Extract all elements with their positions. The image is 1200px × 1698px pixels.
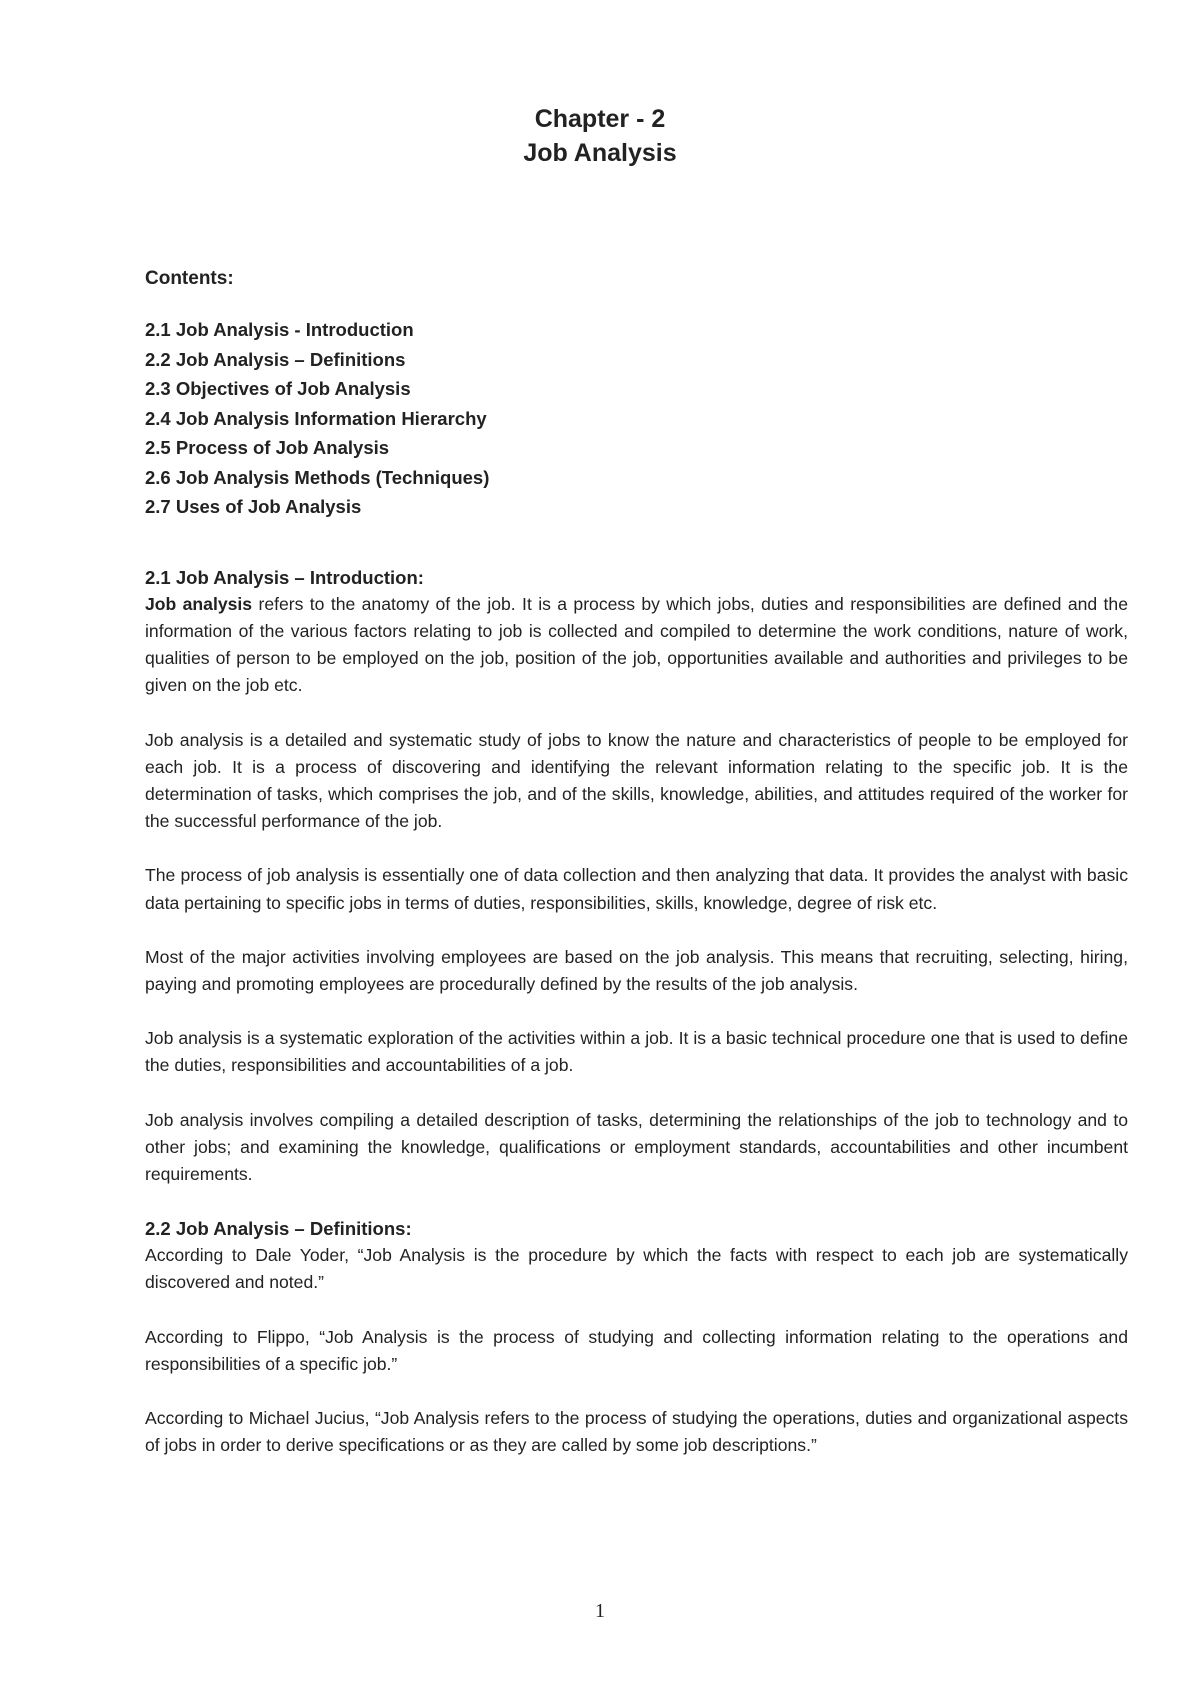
- chapter-name: Job Analysis: [523, 139, 677, 167]
- toc-item: 2.5 Process of Job Analysis: [145, 437, 390, 459]
- paragraph: The process of job analysis is essentially one of data collection and then analyzing that data. It provides the analyst with basic data pertaining to specific jobs in terms of duties, responsibilities, skills, knowledge, degree of risk etc.: [145, 865, 1128, 913]
- page-number: 1: [595, 1600, 605, 1622]
- toc-item: 2.7 Uses of Job Analysis: [145, 496, 362, 518]
- paragraph: According to Flippo, “Job Analysis is the process of studying and collecting information relating to the operations and responsibilities of a specific job.”: [145, 1326, 1128, 1374]
- toc-item: 2.2 Job Analysis – Definitions: [145, 348, 406, 370]
- paragraph: According to Michael Jucius, “Job Analysis refers to the process of studying the operations, duties and organizational aspects of jobs in order to derive specifications or as they are called by some job descriptions.”: [145, 1407, 1128, 1456]
- paragraph: Job analysis involves compiling a detailed description of tasks, determining the relationships of the job to technology and to other jobs; and examining the knowledge, qualifications or employment standards, accountabilities and other incumbent requirements.: [145, 1109, 1128, 1184]
- contents-label: Contents:: [145, 268, 234, 289]
- paragraph: According to Dale Yoder, “Job Analysis is the procedure by which the facts with respect to each job are systematically discovered and noted.”: [145, 1245, 1128, 1293]
- paragraph: Job analysis is a detailed and systematic study of jobs to know the nature and characteristics of people to be employed for each job. It is a process of discovering and identifying the relevant information relating to the specific job. It is the determination of tasks, which comprises the job, and of the skills, knowledge, abilities, and attitudes required of the worker for the successful performance of the job.: [145, 729, 1128, 832]
- chapter-number: Chapter - 2: [534, 105, 666, 133]
- table-of-contents: [145, 315, 1128, 522]
- chapter-title: [0, 102, 1200, 170]
- paragraph: Job analysis is a systematic exploration of the activities within a job. It is a basic technical procedure one that is used to define the duties, responsibilities and accountabilities of a job.: [145, 1028, 1128, 1076]
- paragraph: [145, 591, 1128, 700]
- section-heading-definitions: 2.2 Job Analysis – Definitions:: [145, 1218, 412, 1240]
- paragraph-text: refers to the anatomy of the job. It is a process by which jobs, duties and responsibilities are defined and the information of the various factors relating to job is collected and compiled to determine the work conditions, nature of work, qualities of person to be employed on the job, position of the job, opportunities available and authorities and privileges to be given on the job etc.: [145, 593, 1128, 696]
- document-body: [145, 265, 1128, 1486]
- toc-item: 2.4 Job Analysis Information Hierarchy: [145, 407, 487, 429]
- toc-item: 2.6 Job Analysis Methods (Techniques): [145, 466, 490, 488]
- toc-item: 2.3 Objectives of Job Analysis: [145, 378, 411, 400]
- section-heading-introduction: 2.1 Job Analysis – Introduction:: [145, 566, 424, 588]
- paragraph: Most of the major activities involving employees are based on the job analysis. This means that recruiting, selecting, hiring, paying and promoting employees are procedurally defined by the results of the job analysis.: [145, 946, 1128, 994]
- paragraph-lead: Job analysis: [145, 593, 253, 614]
- toc-item: 2.1 Job Analysis - Introduction: [145, 319, 414, 341]
